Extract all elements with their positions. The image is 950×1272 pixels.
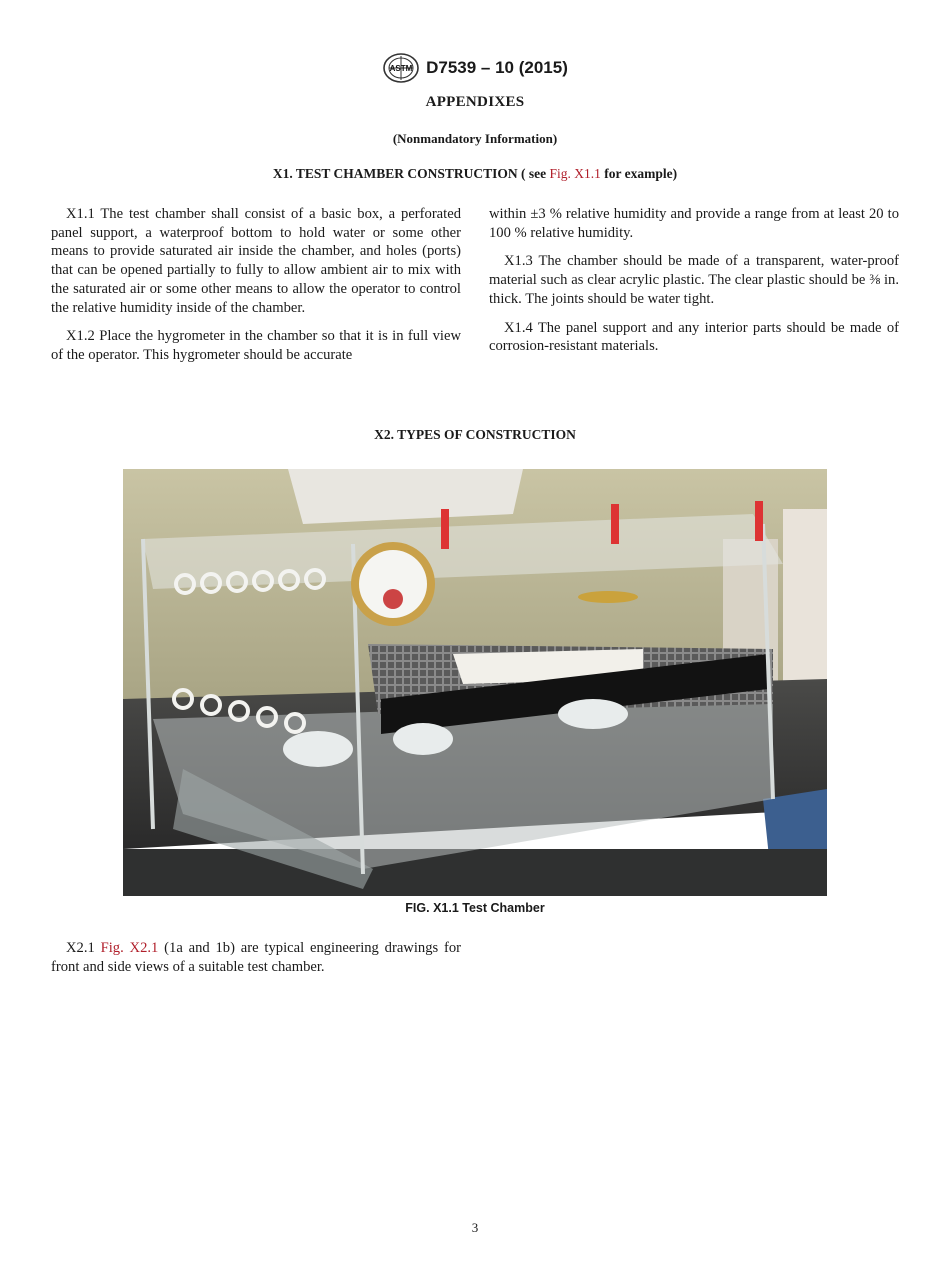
- paragraph-x1-2: X1.2 Place the hygrometer in the chamber so that it is in full view of the operator. This hygrometer should be accurate: [51, 328, 461, 363]
- section-x1-heading: [0, 166, 950, 182]
- section-x1-heading-prefix: X1. TEST CHAMBER CONSTRUCTION ( see: [272, 166, 550, 181]
- paragraph-x1-3: X1.3 The chamber should be made of a transparent, water-proof material such as clear acrylic plastic. The clear plastic should be ⅜ in. thick. The joints should be water tight.: [489, 253, 899, 307]
- x2-1-suffix: (1a and 1b) are typical engineering drawings for front and side views of a suitable test chamber.: [51, 940, 462, 975]
- page-header: [0, 52, 950, 89]
- paragraph-x1-4: X1.4 The panel support and any interior parts should be made of corrosion-resistant materials.: [489, 319, 899, 355]
- paragraph-x1-2-continued: within ±3 % relative humidity and provide a range from at least 20 to 100 % relative humidity.: [489, 206, 899, 241]
- test-chamber-photo: [123, 469, 827, 896]
- astm-logo-icon: [382, 52, 420, 84]
- test-chamber-illustration: [123, 469, 827, 896]
- paragraph-x2-1: [51, 939, 461, 976]
- figure-caption: FIG. X1.1 Test Chamber: [405, 901, 545, 915]
- svg-text:ASTM: ASTM: [389, 64, 413, 73]
- right-column: [489, 205, 899, 356]
- left-column: [51, 205, 461, 365]
- fig-x2-1-link[interactable]: Fig. X2.1: [100, 940, 159, 956]
- appendixes-title: APPENDIXES: [425, 94, 525, 110]
- nonmandatory-subtitle: (Nonmandatory Information): [392, 131, 558, 146]
- section-x2-heading: X2. TYPES OF CONSTRUCTION: [374, 427, 576, 442]
- paragraph-x1-1: X1.1 The test chamber shall consist of a basic box, a perforated panel support, a waterproof bottom to hold water or some other means to provide saturated air inside the chamber, and holes (ports) that can be opened partially to fully to allow ambient air to mix with the saturated air or some other means to allow the operator to control the relative humidity inside of the chamber.: [51, 206, 461, 316]
- fig-x1-1-link[interactable]: Fig. X1.1: [549, 166, 601, 181]
- document-id: D7539 – 10 (2015): [426, 58, 568, 77]
- x2-1-prefix: X2.1: [66, 940, 101, 956]
- section-x1-heading-suffix: for example): [600, 166, 678, 181]
- paragraph-x2-1-text: [51, 939, 461, 976]
- page-number: 3: [471, 1220, 479, 1235]
